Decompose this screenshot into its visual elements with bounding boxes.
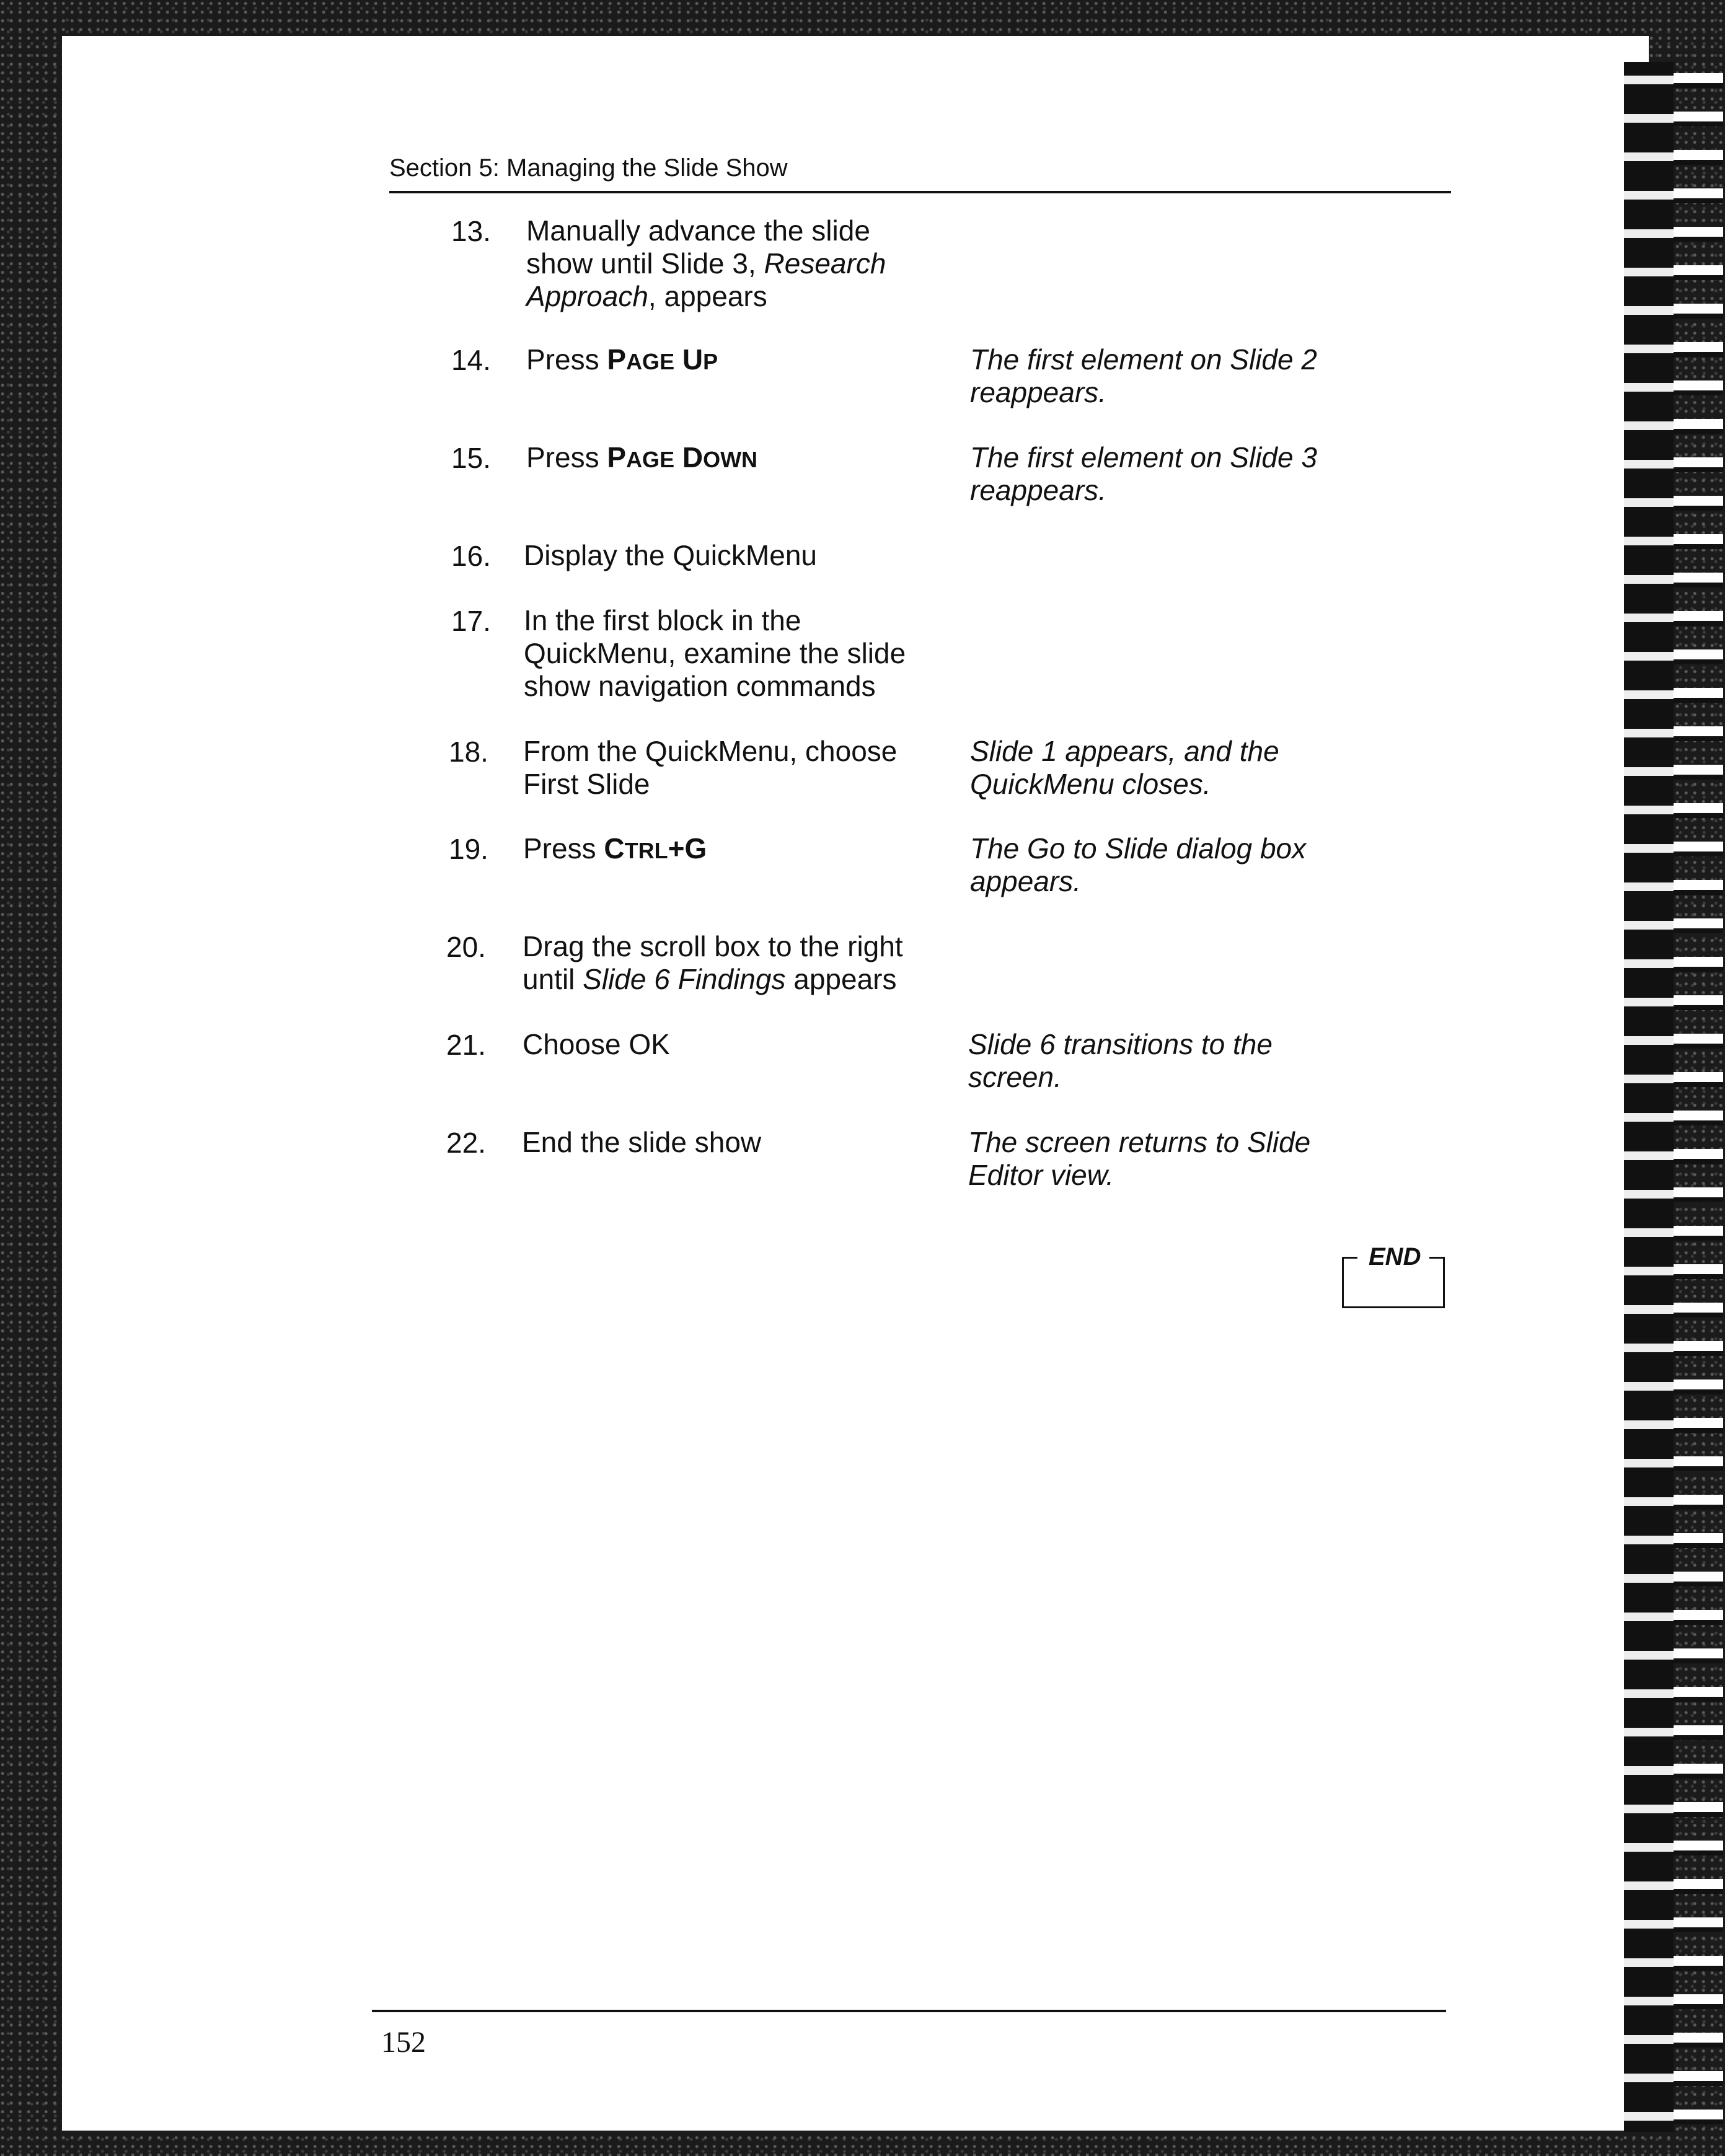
step-number: 15. xyxy=(451,442,491,474)
footer-rule xyxy=(372,2010,1446,2012)
step-instruction: Choose OK xyxy=(523,1028,670,1060)
slide-title-emphasis: Slide 6 Findings xyxy=(583,963,786,995)
step-result: The first element on Slide 3 reappears. xyxy=(970,441,1317,506)
step-result: The first element on Slide 2 reappears. xyxy=(970,343,1317,408)
key-name: AGE xyxy=(626,447,675,472)
spiral-binding xyxy=(1624,62,1723,2132)
step-text-line: Press xyxy=(526,343,607,376)
step-instruction xyxy=(526,343,942,378)
step-instruction: Display the QuickMenu xyxy=(524,539,817,571)
key-name: P xyxy=(607,441,627,473)
key-name: P xyxy=(607,343,627,376)
step-instruction: End the slide show xyxy=(522,1126,762,1158)
step-number: 21. xyxy=(446,1029,486,1061)
end-label: END xyxy=(1369,1243,1421,1270)
key-name: P xyxy=(703,349,718,374)
step-text-line: Press xyxy=(526,441,607,473)
step-instruction: In the first block in the QuickMenu, examine the slide show navigation commands xyxy=(524,604,906,702)
slide-title-emphasis: Approach xyxy=(526,280,648,312)
key-name: C xyxy=(604,832,625,865)
step-text-line: until xyxy=(523,963,583,995)
step-text-line: Manually advance the slide xyxy=(526,214,870,247)
step-number: 19. xyxy=(449,833,488,865)
section-header: Section 5: Managing the Slide Show xyxy=(389,154,1451,193)
step-text-line: Drag the scroll box to the right xyxy=(523,930,903,962)
slide-title-emphasis: Research xyxy=(764,247,886,279)
step-instruction xyxy=(523,930,956,996)
step-number: 16. xyxy=(451,540,491,572)
step-text-line: , appears xyxy=(648,280,767,312)
key-name: TRL xyxy=(624,838,668,863)
step-result: Slide 1 appears, and the QuickMenu closes. xyxy=(970,735,1279,800)
step-number: 20. xyxy=(446,931,486,963)
document-page xyxy=(62,36,1649,2131)
step-number: 14. xyxy=(451,344,491,376)
step-instruction xyxy=(526,214,942,313)
step-number: 13. xyxy=(451,215,491,247)
key-name: +G xyxy=(668,832,707,865)
step-instruction xyxy=(526,441,942,476)
step-instruction xyxy=(523,832,938,867)
step-text-line: appears xyxy=(785,963,897,995)
key-name: U xyxy=(674,343,704,376)
step-text-line: show until Slide 3, xyxy=(526,247,764,279)
step-result: The Go to Slide dialog box appears. xyxy=(970,832,1307,897)
step-number: 18. xyxy=(449,736,488,768)
step-result: Slide 6 transitions to the screen. xyxy=(968,1028,1273,1093)
end-marker xyxy=(1342,1243,1445,1308)
step-result: The screen returns to Slide Editor view. xyxy=(968,1126,1311,1191)
step-number: 22. xyxy=(446,1127,486,1159)
key-name: D xyxy=(674,441,704,473)
key-name: AGE xyxy=(626,349,675,374)
key-name: OWN xyxy=(703,447,758,472)
page-number: 152 xyxy=(381,2026,426,2059)
step-instruction: From the QuickMenu, choose First Slide xyxy=(523,735,898,800)
step-text-line: Press xyxy=(523,832,604,865)
step-number: 17. xyxy=(451,605,491,637)
